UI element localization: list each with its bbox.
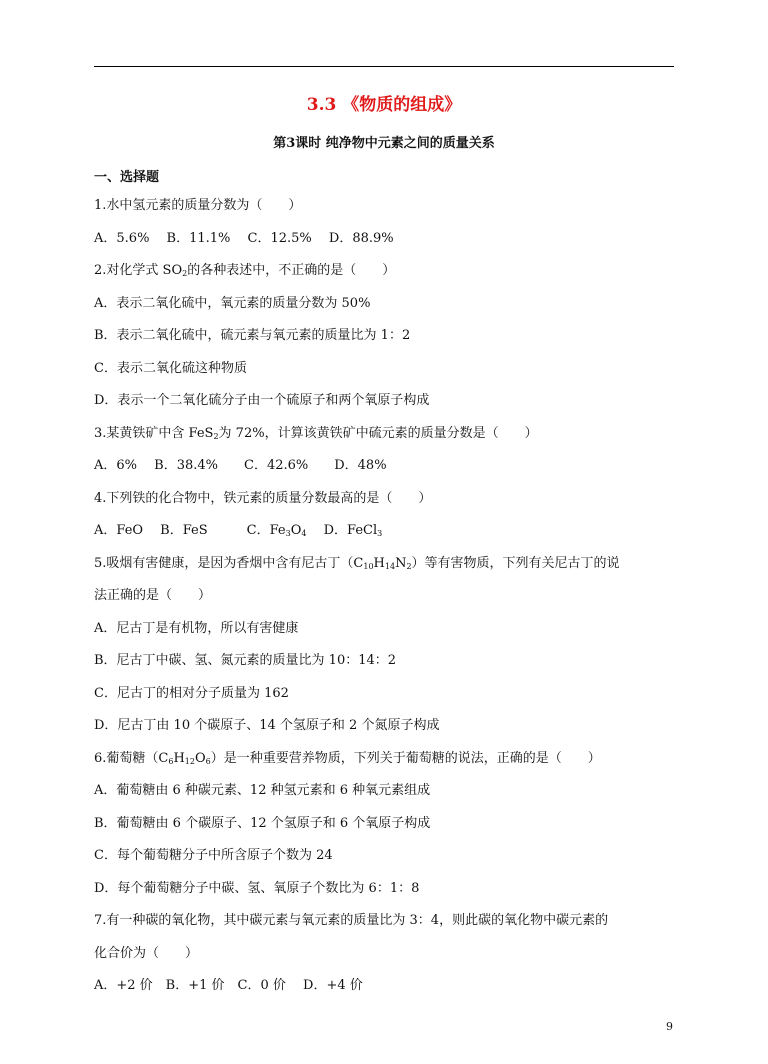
subscript: 2	[213, 431, 219, 441]
question-3-stem-pre: 3.某黄铁矿中含 FeS	[94, 425, 214, 441]
formula-part: H	[173, 750, 185, 766]
question-2-option-d: D．表示一个二氧化硫分子由一个硫原子和两个氧原子构成	[94, 393, 430, 408]
question-2-stem-post: 的各种表述中，不正确的是（ ）	[187, 263, 396, 278]
question-2-stem-pre: 2.对化学式 SO	[94, 263, 183, 278]
question-5-stem	[94, 548, 684, 581]
question-5-option-c: C．尼古丁的相对分子质量为 162	[94, 685, 289, 701]
question-5-option-a: A．尼古丁是有机物，所以有害健康	[94, 620, 299, 636]
question-5-stem-post: ）等有害物质，下列有关尼古丁的说	[411, 555, 620, 571]
question-4-option-a-c: A．FeO B．FeS C．Fe	[94, 523, 286, 538]
formula-part: N	[395, 555, 407, 571]
subscript: 6	[168, 756, 174, 766]
question-6-option-c: C．每个葡萄糖分子中所含原子个数为 24	[94, 848, 333, 863]
question-4-options	[94, 515, 684, 548]
formula-part: O	[194, 750, 206, 766]
question-5-option-d: D．尼古丁由 10 个碳原子、14 个氢原子和 2 个氮原子构成	[94, 718, 440, 733]
question-3-stem-post: 为 72%，计算该黄铁矿中硫元素的质量分数是（ ）	[218, 425, 538, 441]
question-7-options: A．+2 价 B．+1 价 C．0 价 D．+4 价	[94, 978, 363, 993]
question-1-options: A．5.6% B．11.1% C．12.5% D．88.9%	[94, 230, 394, 246]
subscript: 12	[184, 756, 195, 766]
subscript: 3	[377, 529, 383, 538]
question-1-stem: 1.水中氢元素的质量分数为（ ）	[94, 198, 302, 213]
question-5-option-b: B．尼古丁中碳、氢、氮元素的质量比为 10：14：2	[94, 653, 397, 668]
subscript: 6	[205, 756, 211, 766]
question-6-option-a: A．葡萄糖由 6 种碳元素、12 种氢元素和 6 种氧元素组成	[94, 783, 431, 798]
question-2-option-b: B．表示二氧化硫中，硫元素与氧元素的质量比为 1：2	[94, 328, 411, 343]
question-2-option-a: A．表示二氧化硫中，氧元素的质量分数为 50%	[94, 295, 371, 311]
subscript: 3	[285, 529, 291, 538]
question-list	[94, 190, 684, 1003]
subscript: 14	[384, 561, 396, 571]
question-3-stem	[94, 418, 684, 451]
subscript: 2	[406, 561, 412, 571]
question-5-stem-line2: 法正确的是（ ）	[94, 588, 212, 603]
question-6-stem-pre: 6.葡萄糖（C	[94, 750, 169, 766]
question-7-stem: 7.有一种碳的氧化物，其中碳元素与氧元素的质量比为 3：4，则此碳的氧化物中碳元素的	[94, 913, 609, 928]
question-2-stem	[94, 255, 684, 288]
lesson-subtitle: 第3课时 纯净物中元素之间的质量关系	[273, 136, 495, 151]
question-4-stem: 4.下列铁的化合物中，铁元素的质量分数最高的是（ ）	[94, 490, 432, 506]
subscript: 10	[363, 561, 374, 571]
question-4-option-c-mid: O	[290, 523, 302, 538]
section-heading: 一、选择题	[94, 170, 160, 185]
question-5-stem-pre: 5.吸烟有害健康，是因为香烟中含有尼古丁（C	[94, 555, 364, 571]
question-6-option-d: D．每个葡萄糖分子中碳、氢、氧原子个数比为 6：1：8	[94, 880, 420, 896]
header-rule	[94, 66, 674, 67]
question-6-option-b: B．葡萄糖由 6 个碳原子、12 个氢原子和 6 个氧原子构成	[94, 815, 431, 831]
subscript: 2	[182, 269, 188, 278]
page-title: 3.3 《物质的组成》	[306, 95, 462, 115]
question-2-option-c: C．表示二氧化硫这种物质	[94, 360, 247, 376]
question-7-stem-line2: 化合价为（ ）	[94, 945, 199, 961]
question-6-stem-post: ）是一种重要营养物质，下列关于葡萄糖的说法，正确的是（ ）	[210, 750, 601, 766]
question-6-stem	[94, 743, 684, 776]
formula-part: H	[373, 555, 385, 571]
question-3-options: A．6% B．38.4% C．42.6% D．48%	[94, 458, 387, 473]
subscript: 4	[301, 529, 307, 538]
page-number: 9	[666, 1020, 673, 1033]
question-4-option-d: D．FeCl	[306, 523, 378, 538]
